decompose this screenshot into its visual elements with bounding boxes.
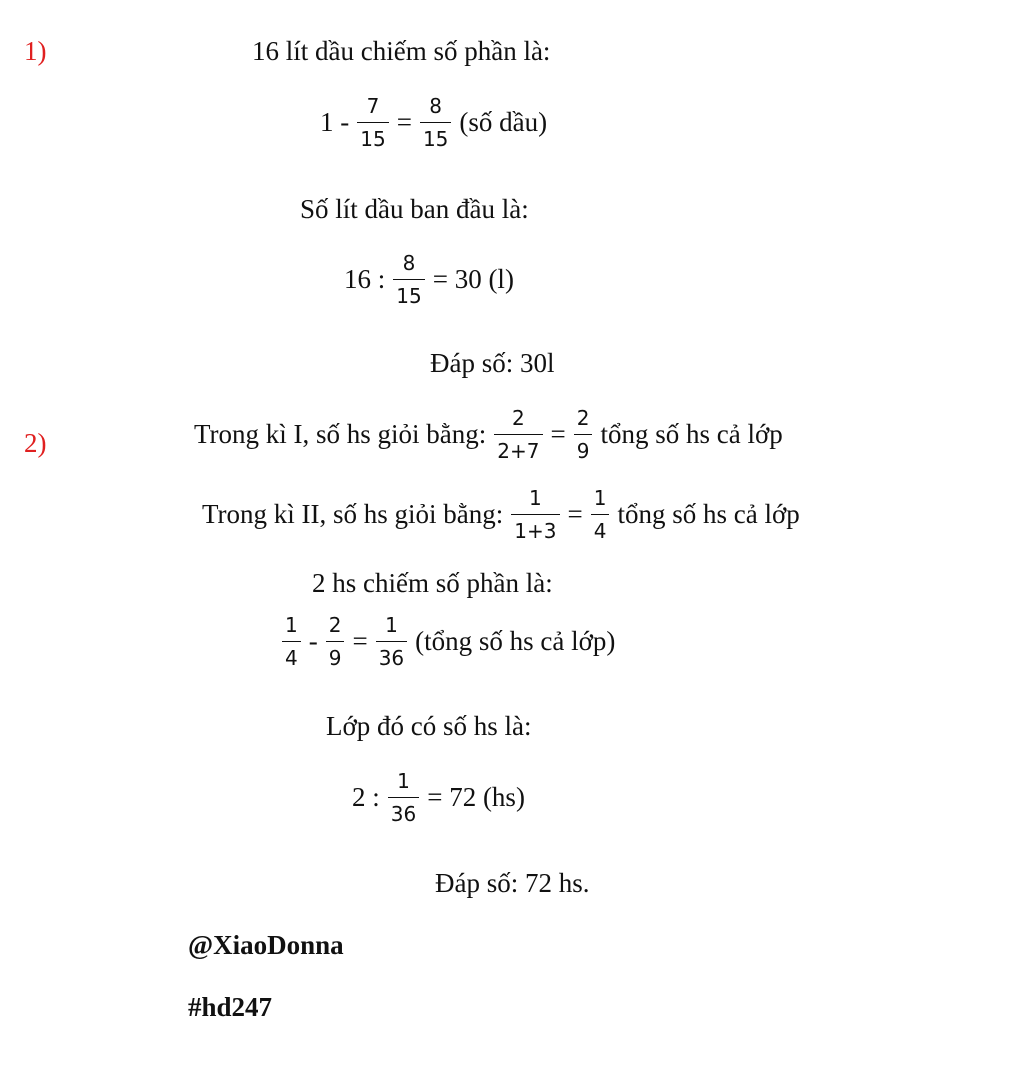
fraction-denominator: 15 bbox=[422, 127, 449, 151]
fraction-denominator: 36 bbox=[390, 802, 417, 826]
fraction-numerator: 2 bbox=[576, 406, 590, 430]
fraction-numerator: 2 bbox=[328, 613, 342, 637]
equals-sign: = bbox=[396, 107, 412, 137]
problem-1-line-2: Số lít dầu ban đầu là: bbox=[300, 194, 529, 224]
eq-suffix: (tổng số hs cả lớp) bbox=[415, 626, 616, 656]
eq-suffix: (số dầu) bbox=[459, 107, 548, 137]
fraction bbox=[574, 408, 593, 461]
hashtag: #hd247 bbox=[188, 992, 273, 1022]
equals-sign: = bbox=[352, 626, 368, 656]
fraction bbox=[376, 615, 407, 668]
fraction-numerator: 7 bbox=[366, 94, 380, 118]
fraction-denominator: 15 bbox=[360, 127, 386, 151]
eq-suffix: = 72 (hs) bbox=[427, 782, 525, 812]
fraction-numerator: 1 bbox=[529, 486, 542, 510]
line-suffix: tổng số hs cả lớp bbox=[617, 499, 800, 529]
fraction-numerator: 8 bbox=[402, 251, 416, 275]
problem-1-equation-2 bbox=[340, 253, 518, 306]
fraction-numerator: 1 bbox=[593, 486, 607, 510]
fraction-denominator: 4 bbox=[285, 646, 298, 670]
fraction-denominator: 1+3 bbox=[514, 519, 557, 543]
eq-prefix: 2 : bbox=[352, 782, 380, 812]
eq-prefix: 1 - bbox=[320, 107, 350, 137]
problem-1-equation-1 bbox=[316, 96, 551, 149]
fraction bbox=[388, 771, 419, 824]
fraction-denominator: 36 bbox=[378, 646, 405, 670]
fraction-denominator: 2+7 bbox=[497, 439, 540, 463]
fraction bbox=[591, 488, 610, 541]
fraction-numerator: 1 bbox=[397, 769, 410, 793]
fraction-denominator: 9 bbox=[576, 439, 590, 463]
eq-prefix: 16 : bbox=[344, 264, 386, 294]
equals-sign: = bbox=[550, 419, 566, 449]
fraction-denominator: 15 bbox=[396, 284, 422, 308]
line-prefix: Trong kì I, số hs giỏi bằng: bbox=[194, 419, 487, 449]
problem-2-number: 2) bbox=[24, 428, 47, 458]
minus-sign: - bbox=[308, 626, 318, 656]
problem-2-equation-2 bbox=[348, 771, 529, 824]
problem-2-line-4: Lớp đó có số hs là: bbox=[326, 711, 532, 741]
problem-2-line-1 bbox=[190, 408, 787, 461]
line-prefix: Trong kì II, số hs giỏi bằng: bbox=[202, 499, 504, 529]
fraction bbox=[326, 615, 345, 668]
eq-suffix: = 30 (l) bbox=[432, 264, 514, 294]
problem-1-number: 1) bbox=[24, 36, 47, 66]
fraction-numerator: 2 bbox=[512, 406, 525, 430]
equals-sign: = bbox=[567, 499, 583, 529]
fraction bbox=[511, 488, 559, 541]
problem-1-answer: Đáp số: 30l bbox=[430, 348, 555, 378]
fraction-numerator: 1 bbox=[385, 613, 398, 637]
problem-2-line-2 bbox=[198, 488, 804, 541]
fraction-denominator: 4 bbox=[593, 519, 607, 543]
author-signature: @XiaoDonna bbox=[188, 930, 344, 960]
fraction-numerator: 8 bbox=[429, 94, 443, 118]
problem-2-answer: Đáp số: 72 hs. bbox=[435, 868, 590, 898]
fraction bbox=[282, 615, 301, 668]
fraction bbox=[357, 96, 388, 149]
problem-2-equation-1 bbox=[278, 615, 619, 668]
fraction bbox=[393, 253, 424, 306]
fraction bbox=[420, 96, 451, 149]
fraction-denominator: 9 bbox=[328, 646, 342, 670]
problem-2-line-3: 2 hs chiếm số phần là: bbox=[312, 568, 553, 598]
fraction-numerator: 1 bbox=[285, 613, 298, 637]
fraction bbox=[494, 408, 542, 461]
problem-1-line-1: 16 lít dầu chiếm số phần là: bbox=[252, 36, 551, 66]
line-suffix: tổng số hs cả lớp bbox=[600, 419, 783, 449]
